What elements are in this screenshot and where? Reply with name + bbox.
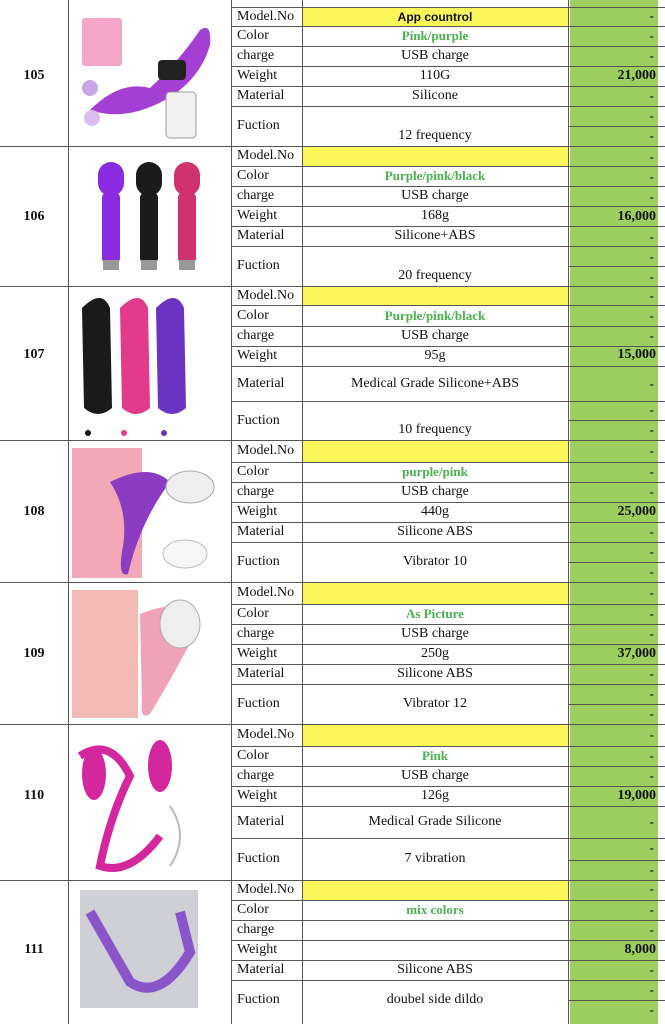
price-value: 8,000 <box>624 942 656 957</box>
spec-label <box>233 286 301 305</box>
spec-label <box>233 806 301 838</box>
spec-label-text: charge <box>237 188 275 203</box>
placeholder-dash: - <box>649 269 654 284</box>
spec-label <box>233 960 301 980</box>
spec-label-text: charge <box>237 48 275 63</box>
price-value: 21,000 <box>617 68 656 83</box>
spec-label <box>233 838 301 880</box>
spec-label <box>233 401 301 440</box>
spec-value-text: Medical Grade Silicone <box>368 814 502 829</box>
color-value: Purple/pink/black <box>384 168 486 183</box>
grid-hline <box>568 1000 665 1001</box>
spec-label <box>233 644 301 664</box>
placeholder-dash: - <box>649 902 654 917</box>
placeholder-dash: - <box>649 727 654 742</box>
spec-value-text: 440g <box>421 504 449 519</box>
spec-label-text: Weight <box>237 504 278 519</box>
spec-label-text: Model.No <box>237 287 295 303</box>
placeholder-dash: - <box>649 443 654 458</box>
spec-label <box>233 346 301 366</box>
spec-value <box>302 724 568 746</box>
wand-head <box>174 162 200 196</box>
spec-value <box>302 502 568 522</box>
spec-label-text: charge <box>237 484 275 499</box>
placeholder-dash: - <box>649 88 654 103</box>
placeholder-dash: - <box>649 249 654 264</box>
vibrator-head <box>82 748 106 800</box>
spec-label-text: Weight <box>237 68 278 83</box>
spec-label <box>233 684 301 724</box>
product-number: 106 <box>23 209 45 224</box>
grid-hline <box>568 704 665 705</box>
spec-value <box>302 186 568 206</box>
grid-vline <box>231 0 232 1024</box>
spec-value-text: 168g <box>421 208 449 223</box>
placeholder-dash: - <box>649 402 654 417</box>
placeholder-dash: - <box>649 8 654 23</box>
placeholder-dash: - <box>649 862 654 877</box>
product-number: 109 <box>23 646 45 661</box>
spec-value-text: doubel side dildo <box>386 992 484 1007</box>
grid-hline <box>568 562 665 563</box>
spec-label <box>233 880 301 900</box>
swatch-dot <box>85 430 91 436</box>
pink-double-vibrator-with-usb-cable-icon <box>70 726 230 880</box>
model-no-value: App countrol <box>397 9 473 24</box>
spec-value-text: 110G <box>419 68 451 83</box>
product-image <box>70 0 230 146</box>
spec-value-text: Medical Grade Silicone+ABS <box>350 375 520 391</box>
control-shape <box>158 60 186 80</box>
spec-value <box>302 226 568 246</box>
spec-label-text: charge <box>237 328 275 343</box>
placeholder-dash: - <box>649 564 654 579</box>
spec-label <box>233 46 301 66</box>
spec-label <box>233 980 301 1020</box>
spec-value <box>302 366 568 401</box>
placeholder-dash: - <box>649 840 654 855</box>
spec-value <box>302 522 568 542</box>
spec-value <box>302 644 568 664</box>
spec-value <box>302 346 568 366</box>
grid-hline <box>231 7 665 8</box>
spec-value <box>302 786 568 806</box>
placeholder-dash: - <box>649 376 654 391</box>
spec-label-text: Material <box>237 228 285 243</box>
product-number: 111 <box>24 942 44 957</box>
grid-hline <box>568 266 665 267</box>
spec-label-text: Model.No <box>237 8 295 24</box>
spec-label-text: Material <box>237 962 285 977</box>
spec-value-text: 250g <box>421 646 449 661</box>
wand-cap <box>179 260 195 270</box>
spec-label-text: charge <box>237 768 275 783</box>
spec-label-text: Model.No <box>237 585 295 600</box>
product-image <box>70 726 230 880</box>
spec-label <box>233 482 301 502</box>
spec-value-text: Silicone <box>412 88 458 103</box>
grid-hline <box>568 126 665 127</box>
spec-label <box>233 7 301 26</box>
spec-label <box>233 940 301 960</box>
egg-shape <box>82 80 98 96</box>
spec-label-text: Weight <box>237 348 278 363</box>
color-value: Pink/purple <box>401 28 469 43</box>
spec-value <box>302 746 568 766</box>
spec-value <box>302 920 568 940</box>
spec-label <box>233 746 301 766</box>
color-value: purple/pink <box>402 464 468 479</box>
spec-label-text: Model.No <box>237 148 295 163</box>
spec-label <box>233 166 301 186</box>
placeholder-dash: - <box>649 149 654 164</box>
spec-value <box>302 86 568 106</box>
placeholder-dash: - <box>649 814 654 829</box>
pink-suction-vibrator-with-box-icon <box>70 584 230 724</box>
spec-value-text: 20 frequency <box>398 268 472 283</box>
spec-value <box>302 806 568 838</box>
spec-label <box>233 624 301 644</box>
spec-value <box>302 66 568 86</box>
spec-value <box>302 624 568 644</box>
spec-value <box>302 401 568 440</box>
placeholder-dash: - <box>649 982 654 997</box>
spec-label <box>233 26 301 46</box>
spec-label-text: Model.No <box>237 727 295 742</box>
placeholder-dash: - <box>649 606 654 621</box>
spec-value <box>302 604 568 624</box>
spec-label-text: Weight <box>237 646 278 661</box>
spec-value <box>302 766 568 786</box>
spec-value <box>302 684 568 724</box>
product-image <box>70 584 230 724</box>
spec-label-text: Fuction <box>237 696 280 711</box>
spec-label <box>233 106 301 146</box>
placeholder-dash: - <box>649 1002 654 1017</box>
spec-label <box>233 326 301 346</box>
spec-label-text: Model.No <box>237 882 295 897</box>
spec-label <box>233 86 301 106</box>
product-number: 107 <box>23 347 45 362</box>
spec-label-text: Color <box>237 606 269 621</box>
swatch-dot <box>121 430 127 436</box>
spec-label <box>233 366 301 401</box>
spec-label <box>233 186 301 206</box>
swatch-dot <box>161 430 167 436</box>
spec-value-text: 95g <box>424 348 446 363</box>
grid-hline <box>568 860 665 861</box>
spec-value-text: 7 vibration <box>404 851 466 866</box>
spec-label-text: Fuction <box>237 258 280 273</box>
product-number: 108 <box>23 504 45 519</box>
spec-label-text: Weight <box>237 942 278 957</box>
placeholder-dash: - <box>649 128 654 143</box>
placeholder-dash: - <box>649 686 654 701</box>
spec-value-text: Silicone ABS <box>397 524 473 539</box>
color-value: Purple/pink/black <box>384 307 486 323</box>
placeholder-dash: - <box>649 108 654 123</box>
spec-label <box>233 920 301 940</box>
spec-value <box>302 206 568 226</box>
placeholder-dash: - <box>649 524 654 539</box>
spec-label-text: Fuction <box>237 851 280 866</box>
box-shape <box>82 18 122 66</box>
cup-shape <box>166 471 214 503</box>
spec-label-text: Model.No <box>237 443 295 458</box>
spec-label-text: Color <box>237 748 269 763</box>
purple-egg-vibrator-with-app-and-box-icon <box>70 0 230 146</box>
spec-value <box>302 940 568 960</box>
spec-value <box>302 980 568 1020</box>
spec-label <box>233 246 301 286</box>
color-value: As Picture <box>406 606 464 621</box>
spec-value <box>302 106 568 146</box>
wand-handle <box>178 192 196 264</box>
grid-vline <box>68 0 69 1024</box>
placeholder-dash: - <box>649 585 654 600</box>
spec-value <box>302 286 568 305</box>
placeholder-dash: - <box>649 328 654 343</box>
spec-label-text: Material <box>237 814 285 829</box>
spec-value-text: USB charge <box>401 48 469 63</box>
placeholder-dash: - <box>649 962 654 977</box>
spec-label-text: Material <box>237 375 285 391</box>
spec-value-text: USB charge <box>401 328 469 343</box>
spec-value <box>302 7 568 26</box>
spec-label <box>233 542 301 582</box>
tongue-vibrator-shape <box>156 298 186 414</box>
spec-value-text: Silicone ABS <box>397 962 473 977</box>
tongue-vibrator-shape <box>120 298 150 414</box>
spec-label <box>233 724 301 746</box>
price-value: 15,000 <box>617 347 656 362</box>
spec-value <box>302 462 568 482</box>
spec-value <box>302 482 568 502</box>
price-value: 16,000 <box>617 209 656 224</box>
spec-value-text: USB charge <box>401 484 469 499</box>
placeholder-dash: - <box>649 288 654 303</box>
vibrator-head <box>148 740 172 792</box>
spec-label-text: charge <box>237 626 275 641</box>
placeholder-dash: - <box>649 484 654 499</box>
product-image <box>70 442 230 582</box>
placeholder-dash: - <box>649 464 654 479</box>
spec-value <box>302 166 568 186</box>
spec-value <box>302 838 568 880</box>
spec-value <box>302 146 568 166</box>
purple-double-sided-dildo-icon <box>70 882 230 1022</box>
spec-label <box>233 522 301 542</box>
placeholder-dash: - <box>649 308 654 323</box>
spec-label <box>233 440 301 462</box>
spec-value-text: USB charge <box>401 626 469 641</box>
spec-label <box>233 462 301 482</box>
spec-value <box>302 26 568 46</box>
spec-label-text: Weight <box>237 208 278 223</box>
three-tongue-vibrators-black-pink-purple-icon <box>70 288 230 440</box>
price-value: 19,000 <box>617 788 656 803</box>
spec-label <box>233 664 301 684</box>
wand-cap <box>141 260 157 270</box>
cup-shape <box>163 540 207 568</box>
spec-value-text: Vibrator 10 <box>402 554 468 569</box>
spec-label <box>233 226 301 246</box>
placeholder-dash: - <box>649 169 654 184</box>
wand-head <box>136 162 162 196</box>
spec-value-text: Silicone ABS <box>397 666 473 681</box>
spec-label <box>233 66 301 86</box>
color-value: mix colors <box>406 902 464 917</box>
price-value: 25,000 <box>617 504 656 519</box>
cup-shape <box>160 600 200 648</box>
grid-hline <box>568 420 665 421</box>
spec-label-text: Material <box>237 524 285 539</box>
spec-label-text: Color <box>237 168 269 183</box>
phone-shape <box>166 92 196 138</box>
spec-label-text: Color <box>237 902 269 917</box>
spec-value-text: USB charge <box>401 188 469 203</box>
cable-shape <box>170 806 180 866</box>
wand-handle <box>102 192 120 264</box>
spec-label <box>233 604 301 624</box>
spec-value-text: 10 frequency <box>398 422 472 437</box>
spec-value-text: 126g <box>421 788 449 803</box>
spec-value <box>302 305 568 326</box>
three-wand-massagers-purple-black-pink-icon <box>70 148 230 284</box>
spec-label-text: Material <box>237 88 285 103</box>
placeholder-dash: - <box>649 422 654 437</box>
spec-value <box>302 664 568 684</box>
egg-shape <box>84 110 100 126</box>
spec-value <box>302 326 568 346</box>
spec-label-text: Fuction <box>237 554 280 569</box>
spec-value <box>302 440 568 462</box>
grid-vline <box>568 0 569 1024</box>
placeholder-dash: - <box>649 748 654 763</box>
box-shape <box>72 590 138 718</box>
spec-label <box>233 502 301 522</box>
placeholder-dash: - <box>649 48 654 63</box>
spec-value <box>302 960 568 980</box>
placeholder-dash: - <box>649 28 654 43</box>
spec-label <box>233 146 301 166</box>
spec-label-text: Color <box>237 464 269 479</box>
color-value: Pink <box>421 748 448 763</box>
wand-cap <box>103 260 119 270</box>
spec-label-text: Fuction <box>237 992 280 1007</box>
product-number: 105 <box>23 68 45 83</box>
wand-head <box>98 162 124 196</box>
product-image <box>70 148 230 284</box>
spec-label-text: Color <box>237 307 269 323</box>
product-number: 110 <box>23 788 45 803</box>
placeholder-dash: - <box>649 666 654 681</box>
product-image <box>70 288 230 440</box>
spec-label-text: Fuction <box>237 412 280 428</box>
spec-label-text: charge <box>237 922 275 937</box>
placeholder-dash: - <box>649 881 654 896</box>
spec-label-text: Fuction <box>237 118 280 133</box>
spec-value-text: 12 frequency <box>398 128 472 143</box>
price-value: 37,000 <box>617 646 656 661</box>
placeholder-dash: - <box>649 768 654 783</box>
spec-value <box>302 46 568 66</box>
spec-value <box>302 582 568 604</box>
spec-value <box>302 900 568 920</box>
spec-label-text: Color <box>237 28 269 43</box>
placeholder-dash: - <box>649 626 654 641</box>
placeholder-dash: - <box>649 229 654 244</box>
spec-value-text: USB charge <box>401 768 469 783</box>
spec-label <box>233 206 301 226</box>
spec-label <box>233 766 301 786</box>
tongue-vibrator-shape <box>82 298 112 414</box>
purple-suction-vibrator-with-box-and-cups-icon <box>70 442 230 582</box>
placeholder-dash: - <box>649 189 654 204</box>
spec-label <box>233 900 301 920</box>
spec-value <box>302 542 568 582</box>
spec-label-text: Material <box>237 666 285 681</box>
spec-label <box>233 786 301 806</box>
spec-value <box>302 246 568 286</box>
placeholder-dash: - <box>649 922 654 937</box>
spec-value-text: Vibrator 12 <box>402 696 468 711</box>
spec-value-text: Silicone+ABS <box>394 228 476 243</box>
spec-label <box>233 305 301 326</box>
spec-label-text: Weight <box>237 788 278 803</box>
spec-value <box>302 880 568 900</box>
wand-handle <box>140 192 158 264</box>
placeholder-dash: - <box>649 706 654 721</box>
placeholder-dash: - <box>649 544 654 559</box>
spec-label <box>233 582 301 604</box>
product-image <box>70 882 230 1022</box>
